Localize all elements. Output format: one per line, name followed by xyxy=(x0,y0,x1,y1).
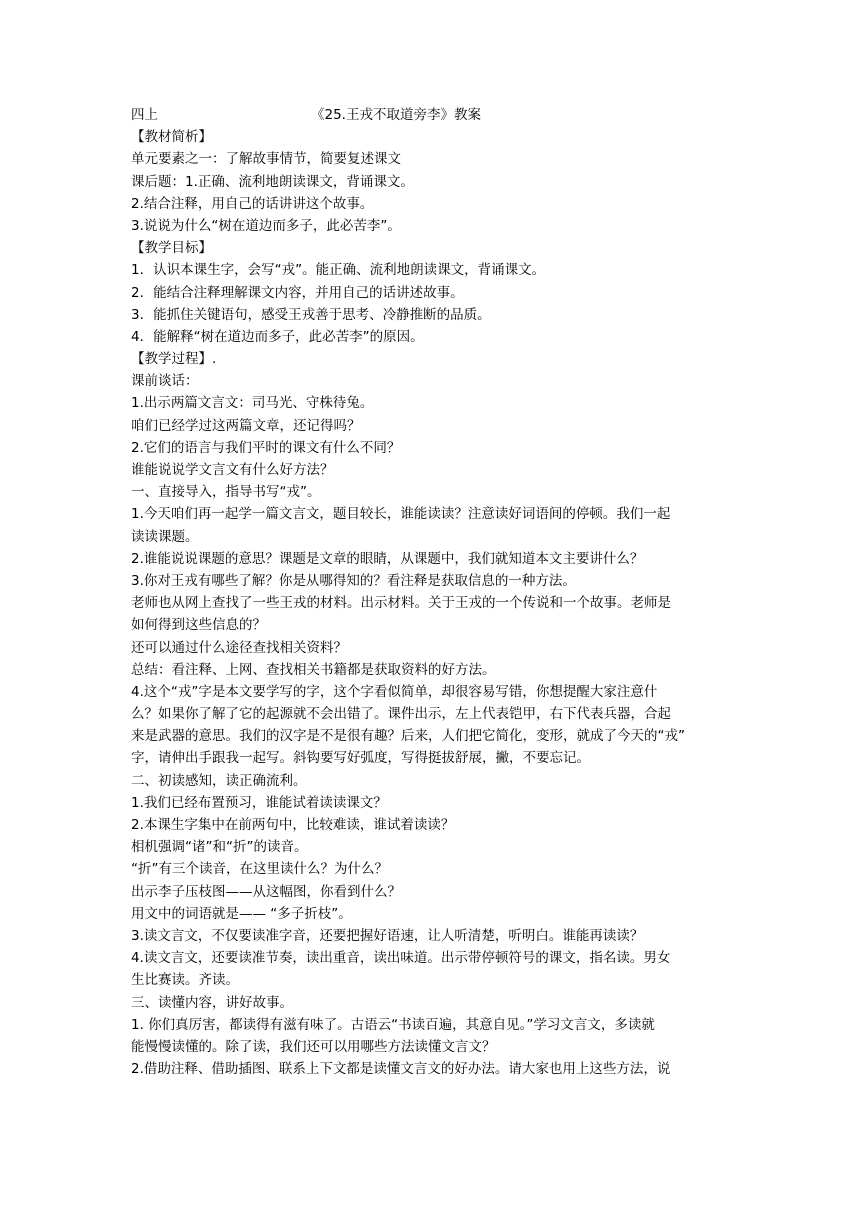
text-line: 1. 你们真厉害，都读得有滋有味了。古语云“书读百遍，其意自见。”学习文言文，多读就 xyxy=(131,1016,655,1033)
document-title: 《25.王戎不取道旁李》教案 xyxy=(311,107,481,123)
text-line: 1.今天咱们再一起学一篇文言文，题目较长，谁能读读？注意读好词语间的停顿。我们一起 xyxy=(131,506,671,523)
text-line: “折”有三个读音，在这里读什么？为什么？ xyxy=(131,861,388,878)
text-line: 3.读文言文，不仅要读准字音，还要把握好语速，让人听清楚，听明白。谁能再读读？ xyxy=(131,927,644,944)
text-line: 课前谈话： xyxy=(131,373,199,390)
text-line: 老师也从网上查找了一些王戎的材料。出示材料。关于王戎的一个传说和一个故事。老师是 xyxy=(131,595,671,612)
text-line: 出示李子压枝图——从这幅图，你看到什么？ xyxy=(131,883,401,900)
document-page xyxy=(131,104,734,1080)
text-line: 读读课题。 xyxy=(131,528,199,545)
text-line: 1.出示两篇文言文：司马光、守株待兔。 xyxy=(131,395,374,412)
section-heading-part-two: 二、初读感知，读正确流利。 xyxy=(131,772,307,789)
text-line: 2.本课生字集中在前两句中，比较难读，谁试着读读？ xyxy=(131,817,455,833)
text-line: 2.谁能说说课题的意思？课题是文章的眼睛，从课题中，我们就知道本文主要讲什么？ xyxy=(131,550,644,567)
text-line: 2.它们的语言与我们平时的课文有什么不同？ xyxy=(131,439,401,456)
document-body xyxy=(131,126,734,1080)
section-heading-part-one: 一、直接导入，指导书写“戎”。 xyxy=(131,484,321,501)
text-line: 3.说说为什么“树在道边而多子，此必苦李”。 xyxy=(131,217,401,234)
text-line: 3．能抓住关键语句，感受王戎善于思考、冷静推断的品质。 xyxy=(131,306,491,323)
document-header xyxy=(131,104,734,126)
text-line: 谁能说说学文言文有什么好方法？ xyxy=(131,462,334,478)
text-line: 相机强调“诸”和“折”的读音。 xyxy=(131,839,308,856)
text-line: 还可以通过什么途径查找相关资料？ xyxy=(131,639,347,656)
text-line: 4.读文言文，还要读准节奏，读出重音，读出味道。出示带停顿符号的课文，指名读。男女 xyxy=(131,950,671,967)
text-line: 单元要素之一：了解故事情节，简要复述课文 xyxy=(131,151,401,168)
text-line: 2.借助注释、借助插图、联系上下文都是读懂文言文的好办法。请大家也用上这些方法，说 xyxy=(131,1061,671,1078)
text-line: 用文中的词语就是—— “多子折枝”。 xyxy=(131,905,352,922)
section-heading-part-three: 三、读懂内容，讲好故事。 xyxy=(131,994,293,1011)
text-line: 4．能解释“树在道边而多子，此必苦李”的原因。 xyxy=(131,328,424,345)
text-line: 么？如果你了解了它的起源就不会出错了。课件出示，左上代表铠甲，右下代表兵器，合起 xyxy=(131,706,671,723)
text-line: 课后题：1.正确、流利地朗读课文，背诵课文。 xyxy=(131,173,414,190)
text-line: 2．能结合注释理解课文内容，并用自己的话讲述故事。 xyxy=(131,284,464,301)
text-line: 1.我们已经布置预习，谁能试着读读课文？ xyxy=(131,794,387,811)
text-line: 咱们已经学过这两篇文章，还记得吗？ xyxy=(131,417,361,434)
text-line: 能慢慢读懂的。除了读，我们还可以用哪些方法读懂文言文？ xyxy=(131,1038,496,1055)
text-line: 4.这个“戎”字是本文要学写的字，这个字看似简单，却很容易写错，你想提醒大家注意什 xyxy=(131,683,658,700)
text-line: 2.结合注释，用自己的话讲讲这个故事。 xyxy=(131,195,374,212)
text-line: 来是武器的意思。我们的汉字是不是很有趣？后来，人们把它简化，变形，就成了今天的“戎” xyxy=(131,728,685,745)
section-heading-teaching-process: 【教学过程】. xyxy=(131,351,217,368)
text-line: 生比赛读。齐读。 xyxy=(131,972,239,989)
text-line: 总结：看注释、上网、查找相关书籍都是获取资料的好方法。 xyxy=(131,661,496,678)
section-heading-teaching-goals: 【教学目标】 xyxy=(131,240,212,257)
text-line: 3.你对王戎有哪些了解？你是从哪得知的？看注释是获取信息的一种方法。 xyxy=(131,572,576,589)
text-line: 如何得到这些信息的？ xyxy=(131,617,266,634)
section-heading-material-analysis: 【教材简析】 xyxy=(131,129,212,146)
text-line: 1．认识本课生字，会写“戎”。能正确、流利地朗读课文，背诵课文。 xyxy=(131,262,546,279)
grade-label: 四上 xyxy=(131,107,158,123)
text-line: 字，请伸出手跟我一起写。斜钩要写好弧度，写得挺拔舒展，撇，不要忘记。 xyxy=(131,750,590,767)
